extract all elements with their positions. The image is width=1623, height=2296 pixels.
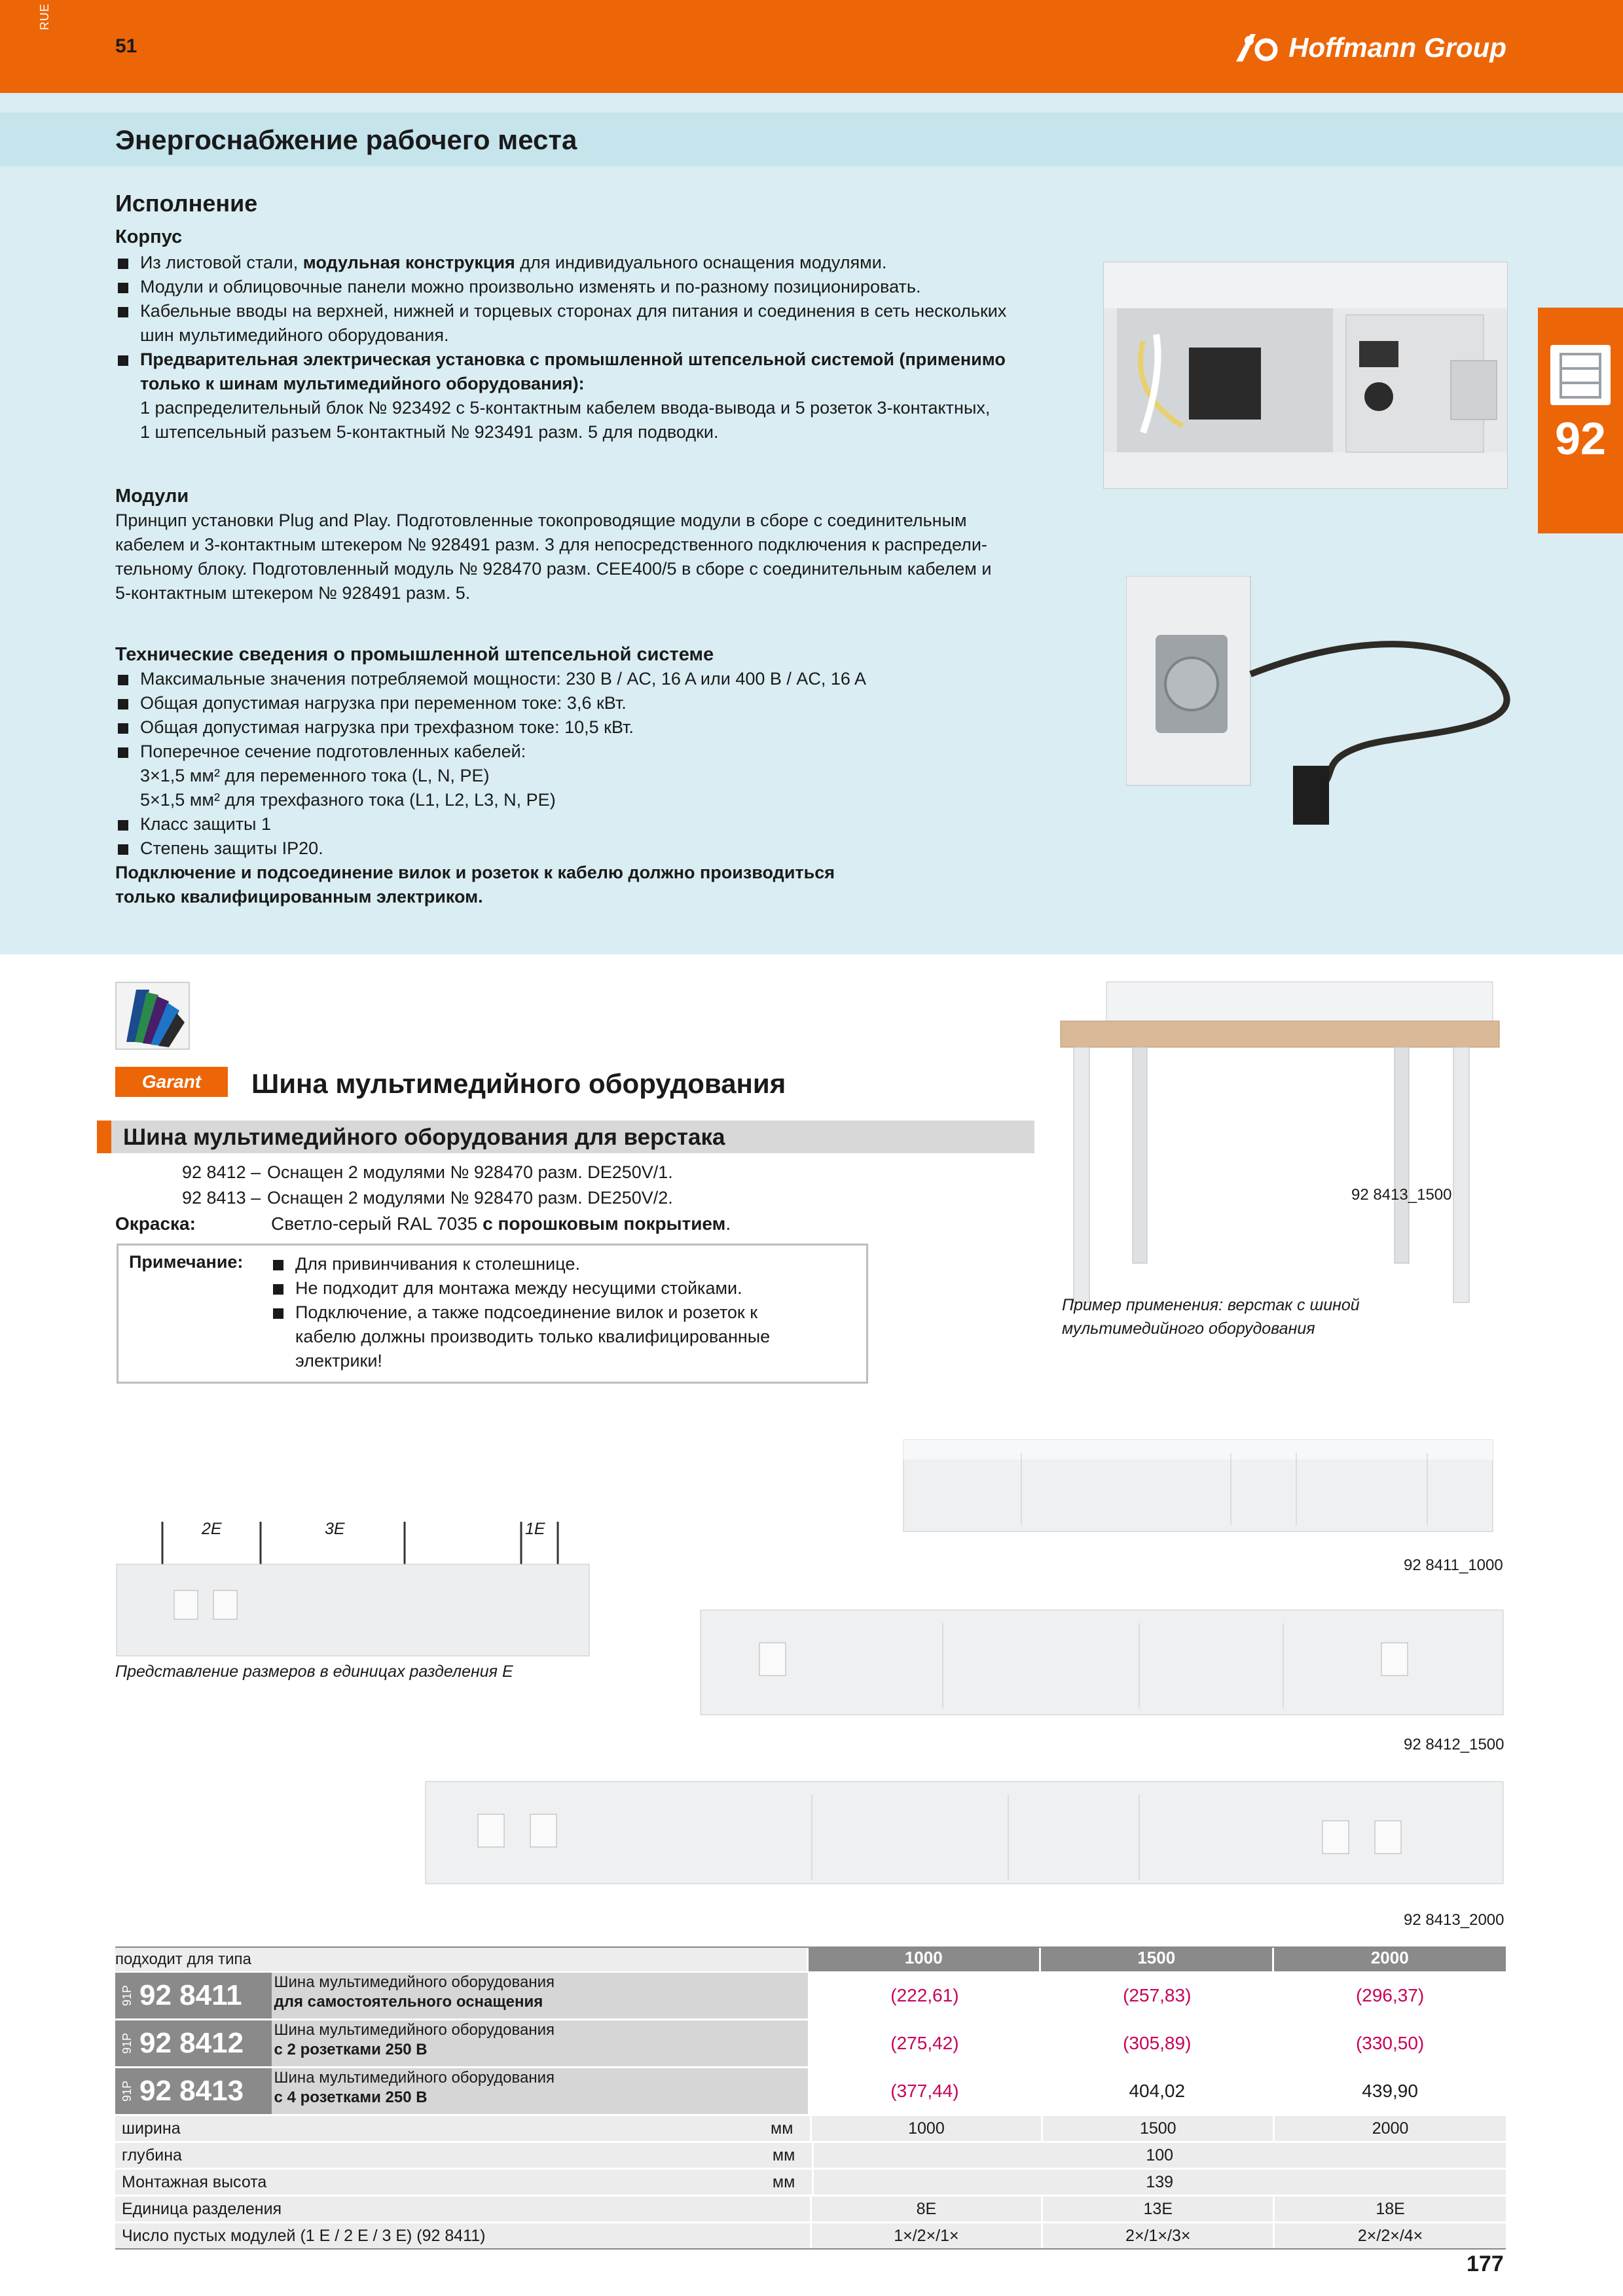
dimension-drawing-illustration	[115, 1518, 593, 1662]
modules-text-line: кабелем и 3-контактным штекером № 928491 разм. 3 для непосредственного подключения к распредели-	[115, 535, 987, 554]
spec-value: 2×/1×/3×	[1041, 2223, 1273, 2248]
size-header: 1500	[1039, 1948, 1272, 1971]
spec-label: Число пустых модулей (1 E / 2 E / 3 E) (92 8411)	[122, 2227, 486, 2245]
text: шин мультимедийного оборудования.	[140, 325, 449, 345]
text-bold: Предварительная электрическая установка с промышленной штепсельной системой (применимо	[140, 350, 1006, 369]
tech-bullet-6: Степень защиты IP20.	[115, 836, 1084, 861]
text-bold: для самостоятельного оснащения	[274, 1993, 543, 2011]
text: Шина мультимедийного оборудования	[274, 2069, 555, 2087]
socket-module-illustration	[1126, 576, 1519, 851]
warning-line: только квалифицированным электриком.	[115, 887, 483, 906]
article-prefix: 91P	[120, 2080, 134, 2102]
rail-1000-label: 92 8411_1000	[1404, 1556, 1503, 1574]
modules-text-line: Принцип установки Plug and Play. Подготовленные токопроводящие модули в сборе с соединительным	[115, 511, 967, 530]
tech-bullet-4	[115, 740, 1084, 812]
bench-caption-line: Пример применения: верстак с шиной	[1062, 1296, 1360, 1314]
table-row	[115, 2018, 1506, 2066]
design-heading: Исполнение	[115, 190, 258, 217]
price-cell: (275,42)	[808, 2020, 1040, 2066]
spec-unit	[771, 2223, 809, 2248]
size-header: 2000	[1272, 1948, 1506, 1971]
text: для индивидуального оснащения модулями.	[515, 253, 887, 272]
table-header-row	[115, 1946, 1506, 1971]
text: Кабельные вводы на верхней, нижней и торцевых сторонах для питания и соединения в сеть нескольких	[140, 301, 1007, 321]
housing-bullet-3	[115, 299, 1084, 348]
spec-row	[115, 2221, 1506, 2250]
dimension-caption: Представление размеров в единицах разделения E	[115, 1662, 513, 1681]
socket-module-photo	[1126, 576, 1519, 851]
spec-value-merged: 100	[812, 2143, 1506, 2168]
modules-text-line: 5-контактным штекером № 928491 разм. 5.	[115, 583, 471, 603]
workbench-image	[1054, 975, 1506, 1316]
spec-value: 1000	[810, 2116, 1042, 2141]
variant-text: Оснащен 2 модулями № 928470 разм. DE250V/2.	[267, 1188, 673, 1208]
color-swatch	[115, 982, 190, 1050]
article-description	[272, 2068, 808, 2114]
article-number-cell	[115, 1973, 272, 2018]
subtitle-bar	[97, 1121, 1034, 1153]
text: Шина мультимедийного оборудования	[274, 2021, 555, 2039]
tech-heading: Технические сведения о промышленной штепсельной системе	[115, 644, 714, 665]
text-bold: с 4 розетками 250 В	[274, 2089, 428, 2106]
garant-logo	[115, 1067, 228, 1097]
dim-label-2e: 2E	[202, 1520, 222, 1538]
paint-label: Окраска:	[115, 1213, 196, 1234]
spec-value: 8E	[810, 2197, 1042, 2221]
rail-interior-illustration	[1104, 262, 1507, 488]
rail-2000-label: 92 8413_2000	[1404, 1911, 1504, 1929]
housing-bullet-1	[115, 251, 1084, 275]
spec-unit	[771, 2197, 809, 2221]
note-list	[270, 1252, 847, 1373]
bench-caption-line: мультимедийного оборудования	[1062, 1319, 1315, 1338]
rail-1500-label: 92 8412_1500	[1404, 1736, 1504, 1753]
rail-interior-photo	[1103, 262, 1508, 489]
spec-label: Монтажная высота	[122, 2173, 267, 2191]
price-cell: (257,83)	[1040, 1973, 1272, 2018]
article-description	[272, 2020, 808, 2066]
price-cell: (330,50)	[1272, 2020, 1506, 2066]
note-label: Примечание:	[129, 1252, 244, 1272]
tech-bullet-3: Общая допустимая нагрузка при трехфазном токе: 10,5 кВт.	[115, 715, 1084, 740]
text: 1 распределительный блок № 923492 с 5-контактным кабелем ввода-вывода и 5 розеток 3-контактных,	[140, 398, 991, 418]
rail-1000-image	[890, 1427, 1506, 1545]
warning-line: Подключение и подсоединение вилок и розеток к кабелю должно производиться	[115, 863, 835, 882]
modules-block	[115, 484, 1084, 605]
paint-text: Светло-серый RAL 7035	[271, 1213, 483, 1234]
table-row	[115, 1971, 1506, 2018]
paint-text-bold: с порошковым покрытием	[483, 1213, 726, 1234]
garant-logo-text: Garant	[141, 1071, 202, 1092]
variant-text: Оснащен 2 модулями № 928470 разм. DE250V/1.	[267, 1162, 673, 1182]
note-bullet-2: Не подходит для монтажа между несущими стойками.	[270, 1276, 847, 1300]
housing-block	[115, 226, 1084, 444]
modules-text-line: тельному блоку. Подготовленный модуль № 928470 разм. CEE400/5 в сборе с соединительным кабелем и	[115, 559, 992, 579]
spec-label: ширина	[122, 2119, 181, 2138]
section-page-number: 51	[115, 35, 137, 57]
spec-row	[115, 2141, 1506, 2168]
size-header: 1000	[807, 1948, 1040, 1971]
article-number: 92 8411	[139, 1979, 242, 2011]
workbench-illustration	[1054, 975, 1506, 1316]
price-cell: (377,44)	[808, 2068, 1040, 2114]
table-header-label: подходит для типа	[115, 1948, 807, 1971]
article-number-cell	[115, 2020, 272, 2066]
price-cell: (305,89)	[1040, 2020, 1272, 2066]
tech-block	[115, 643, 1084, 909]
drawer-cabinet-glyph	[1550, 345, 1611, 405]
section-title: Энергоснабжение рабочего места	[115, 124, 577, 155]
text: кабелю должны производить только квалифицированные	[295, 1327, 771, 1346]
text: 3×1,5 мм² для переменного тока (L, N, PE)	[140, 766, 490, 785]
article-prefix: 91P	[120, 2032, 134, 2054]
housing-bullet-4	[115, 348, 1084, 444]
logo-text: Hoffmann Group	[1288, 32, 1506, 63]
color-fan-icon	[117, 983, 189, 1049]
bench-image-label: 92 8413_1500	[1351, 1186, 1452, 1204]
tech-bullet-2: Общая допустимая нагрузка при переменном токе: 3,6 кВт.	[115, 691, 1084, 715]
housing-heading: Корпус	[115, 226, 183, 247]
text: 1 штепсельный разъем 5-контактный № 923491 разм. 5 для подводки.	[140, 422, 719, 442]
language-code: RUE	[38, 3, 51, 30]
article-number: 92 8413	[139, 2075, 244, 2107]
spec-value: 13E	[1041, 2197, 1273, 2221]
spec-label: глубина	[122, 2146, 182, 2164]
article-description	[272, 1973, 808, 2018]
rail-1500-image	[694, 1604, 1510, 1721]
tech-bullet-1: Максимальные значения потребляемой мощности: 230 В / AC, 16 A или 400 В / AC, 16 A	[115, 667, 1084, 691]
dim-label-1e: 1E	[525, 1520, 545, 1538]
article-number-cell	[115, 2068, 272, 2114]
text: Подключение, а также подсоединение вилок и розеток к	[295, 1302, 758, 1322]
rail-2000-image	[419, 1775, 1510, 1890]
text: Поперечное сечение подготовленных кабелей:	[140, 742, 526, 761]
rail-1500-illustration	[694, 1604, 1510, 1721]
text-bold: только к шинам мультимедийного оборудования):	[140, 374, 585, 393]
spec-value: 1500	[1041, 2116, 1273, 2141]
variant-code: 92 8413 –	[182, 1188, 261, 1208]
table-row	[115, 2066, 1506, 2114]
chapter-number: 92	[1555, 413, 1606, 464]
spec-value: 2×/2×/4×	[1273, 2223, 1506, 2248]
text: 5×1,5 мм² для трехфазного тока (L1, L2, L3, N, PE)	[140, 790, 556, 810]
variant-code: 92 8412 –	[182, 1162, 261, 1182]
article-prefix: 91P	[120, 1984, 134, 2007]
text-bold: с 2 розетками 250 В	[274, 2041, 428, 2058]
variant-line-2	[182, 1188, 673, 1208]
rail-1000-illustration	[890, 1427, 1506, 1545]
note-bullet-3	[270, 1300, 847, 1373]
article-number: 92 8412	[139, 2027, 244, 2059]
spec-value: 2000	[1273, 2116, 1506, 2141]
tech-bullet-5: Класс защиты 1	[115, 812, 1084, 836]
price-cell: (296,37)	[1272, 1973, 1506, 2018]
note-bullet-1: Для привинчивания к столешнице.	[270, 1252, 847, 1276]
spec-value-merged: 139	[812, 2170, 1506, 2195]
spec-label: Единица разделения	[122, 2200, 282, 2218]
price-cell: 439,90	[1272, 2068, 1506, 2114]
price-cell: 404,02	[1040, 2068, 1272, 2114]
product-title: Шина мультимедийного оборудования	[251, 1068, 786, 1099]
spec-row	[115, 2195, 1506, 2221]
text: Из листовой стали,	[140, 253, 303, 272]
dimension-drawing	[115, 1518, 593, 1662]
page-number: 177	[1467, 2251, 1504, 2276]
spec-unit: мм	[771, 2119, 793, 2138]
spec-value: 1×/2×/1×	[810, 2223, 1042, 2248]
product-subtitle: Шина мультимедийного оборудования для верстака	[123, 1124, 725, 1150]
drawer-cabinet-icon	[1550, 345, 1611, 405]
product-table	[115, 1946, 1506, 2250]
hoffmann-logo-icon	[1233, 31, 1279, 64]
dim-label-3e: 3E	[325, 1520, 345, 1538]
variant-line-1	[182, 1162, 673, 1183]
spec-unit: мм	[772, 2146, 795, 2164]
paint-line	[115, 1213, 731, 1234]
note-box	[117, 1244, 868, 1384]
spec-row	[115, 2114, 1506, 2141]
housing-bullet-2: Модули и облицовочные панели можно произвольно изменять и по-разному позиционировать.	[115, 275, 1084, 299]
paint-text: .	[725, 1213, 731, 1234]
text-bold: модульная конструкция	[302, 253, 515, 272]
rail-2000-illustration	[419, 1775, 1510, 1890]
modules-heading: Модули	[115, 486, 189, 507]
spec-row	[115, 2168, 1506, 2195]
hoffmann-logo	[1233, 31, 1506, 64]
text: Шина мультимедийного оборудования	[274, 1973, 555, 1991]
subtitle-accent	[97, 1121, 111, 1153]
spec-unit: мм	[772, 2173, 795, 2191]
spec-value: 18E	[1273, 2197, 1506, 2221]
text: электрики!	[295, 1351, 382, 1371]
price-cell: (222,61)	[808, 1973, 1040, 2018]
